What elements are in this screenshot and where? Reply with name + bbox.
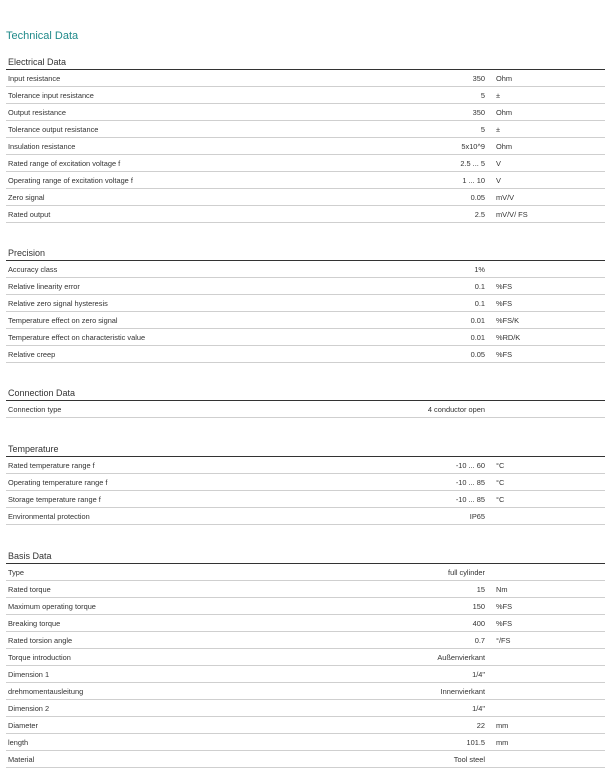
spec-label: Storage temperature range f <box>8 495 101 504</box>
spec-unit: ± <box>496 125 501 134</box>
spec-row <box>6 189 605 206</box>
spec-value: IP65 <box>469 512 485 521</box>
spec-label: Torque introduction <box>8 653 71 662</box>
spec-value: 5x10^9 <box>461 142 485 151</box>
spec-value: 15 <box>476 585 485 594</box>
spec-unit: mV/V <box>496 193 515 202</box>
spec-row <box>6 70 605 87</box>
spec-value: 0.1 <box>474 282 485 291</box>
spec-row <box>6 138 605 155</box>
spec-value: 5 <box>480 91 485 100</box>
spec-value: 0.01 <box>470 333 485 342</box>
spec-value: 400 <box>472 619 485 628</box>
spec-label: Material <box>8 755 35 764</box>
spec-label: Relative zero signal hysteresis <box>8 299 108 308</box>
spec-row <box>6 564 605 581</box>
spec-label: Input resistance <box>8 74 61 83</box>
spec-label: Rated output <box>8 210 51 219</box>
spec-value: -10 ... 85 <box>455 478 485 487</box>
spec-row <box>6 457 605 474</box>
spec-label: Output resistance <box>8 108 66 117</box>
spec-label: Rated torsion angle <box>8 636 73 645</box>
spec-value: 2.5 ... 5 <box>460 159 485 168</box>
spec-unit: %FS <box>496 602 513 611</box>
spec-unit: °C <box>496 495 505 504</box>
page-title: Technical Data <box>6 30 79 42</box>
spec-label: Tolerance input resistance <box>8 91 94 100</box>
spec-label: Type <box>8 568 25 577</box>
spec-unit: Ohm <box>496 74 513 83</box>
spec-row <box>6 261 605 278</box>
spec-label: Rated range of excitation voltage f <box>8 159 121 168</box>
spec-unit: °C <box>496 461 505 470</box>
spec-row <box>6 491 605 508</box>
spec-row <box>6 683 605 700</box>
spec-label: Insulation resistance <box>8 142 76 151</box>
spec-label: drehmomentausleitung <box>8 687 84 696</box>
spec-label: Temperature effect on zero signal <box>8 316 118 325</box>
spec-label: Relative creep <box>8 350 56 359</box>
spec-row <box>6 104 605 121</box>
spec-unit: mV/V/ FS <box>496 210 528 219</box>
spec-row <box>6 700 605 717</box>
spec-value: 150 <box>472 602 485 611</box>
spec-value: 0.05 <box>470 193 485 202</box>
spec-value: 0.1 <box>474 299 485 308</box>
spec-row <box>6 666 605 683</box>
spec-unit: %FS <box>496 282 513 291</box>
spec-value: -10 ... 85 <box>455 495 485 504</box>
spec-label: Maximum operating torque <box>8 602 96 611</box>
spec-label: Operating temperature range f <box>8 478 108 487</box>
spec-label: Dimension 1 <box>8 670 50 679</box>
spec-value: 1% <box>474 265 485 274</box>
spec-label: Zero signal <box>8 193 45 202</box>
spec-row <box>6 508 605 525</box>
spec-label: Operating range of excitation voltage f <box>8 176 133 185</box>
spec-unit: mm <box>496 738 509 747</box>
spec-unit: Nm <box>496 585 508 594</box>
spec-unit: V <box>496 176 501 185</box>
spec-value: 1 ... 10 <box>462 176 485 185</box>
spec-value: 0.7 <box>474 636 485 645</box>
spec-unit: mm <box>496 721 509 730</box>
section-heading: Electrical Data <box>8 57 67 67</box>
spec-row <box>6 581 605 598</box>
section-heading: Basis Data <box>8 551 52 561</box>
spec-row <box>6 649 605 666</box>
spec-value: 4 conductor open <box>427 405 485 414</box>
section-heading: Temperature <box>8 444 59 454</box>
spec-label: Relative linearity error <box>8 282 80 291</box>
spec-row <box>6 751 605 768</box>
spec-unit: %FS <box>496 350 513 359</box>
spec-unit: Ohm <box>496 108 513 117</box>
spec-unit: %RD/K <box>496 333 521 342</box>
spec-label: Breaking torque <box>8 619 61 628</box>
spec-row <box>6 615 605 632</box>
spec-row <box>6 312 605 329</box>
spec-value: Tool steel <box>453 755 485 764</box>
spec-row <box>6 121 605 138</box>
spec-unit: ± <box>496 91 501 100</box>
spec-unit: %FS/K <box>496 316 519 325</box>
spec-value: 22 <box>476 721 485 730</box>
spec-value: 0.05 <box>470 350 485 359</box>
spec-unit: °C <box>496 478 505 487</box>
section-heading: Precision <box>8 248 46 258</box>
spec-row <box>6 172 605 189</box>
spec-unit: %FS <box>496 299 513 308</box>
spec-label: Rated temperature range f <box>8 461 95 470</box>
spec-row <box>6 717 605 734</box>
spec-value: full cylinder <box>448 568 485 577</box>
spec-value: 1/4" <box>472 704 485 713</box>
spec-row <box>6 734 605 751</box>
spec-value: Innenvierkant <box>440 687 485 696</box>
spec-row <box>6 295 605 312</box>
spec-label: Temperature effect on characteristic value <box>8 333 146 342</box>
section-heading: Connection Data <box>8 388 76 398</box>
spec-value: 350 <box>472 74 485 83</box>
spec-value: 0.01 <box>470 316 485 325</box>
spec-row <box>6 206 605 223</box>
spec-label: Connection type <box>8 405 62 414</box>
spec-value: 5 <box>480 125 485 134</box>
spec-label: length <box>8 738 29 747</box>
spec-label: Environmental protection <box>8 512 90 521</box>
spec-unit: Ohm <box>496 142 513 151</box>
spec-label: Rated torque <box>8 585 51 594</box>
spec-label: Dimension 2 <box>8 704 50 713</box>
spec-row <box>6 278 605 295</box>
spec-value: 350 <box>472 108 485 117</box>
spec-row <box>6 155 605 172</box>
spec-row <box>6 474 605 491</box>
spec-value: Außenvierkant <box>437 653 485 662</box>
spec-row <box>6 329 605 346</box>
spec-row <box>6 401 605 418</box>
spec-value: 2.5 <box>474 210 485 219</box>
spec-unit: °/FS <box>496 636 511 645</box>
spec-row <box>6 346 605 363</box>
spec-row <box>6 87 605 104</box>
spec-value: -10 ... 60 <box>455 461 485 470</box>
spec-label: Tolerance output resistance <box>8 125 99 134</box>
spec-row <box>6 632 605 649</box>
spec-value: 101.5 <box>466 738 485 747</box>
spec-label: Accuracy class <box>8 265 58 274</box>
spec-label: Diameter <box>8 721 38 730</box>
spec-row <box>6 598 605 615</box>
spec-unit: V <box>496 159 501 168</box>
spec-unit: %FS <box>496 619 513 628</box>
spec-value: 1/4" <box>472 670 485 679</box>
